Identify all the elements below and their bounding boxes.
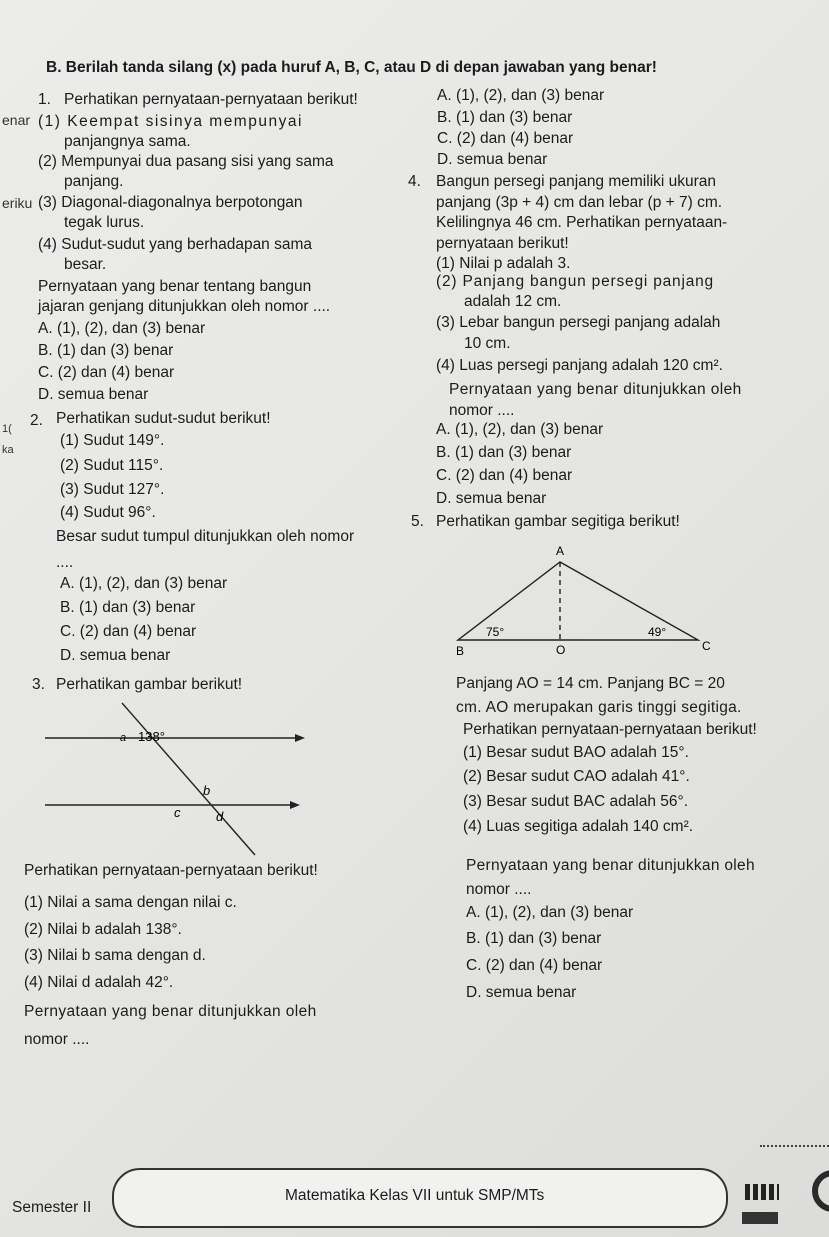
- q4-line-1: Bangun persegi panjang memiliki ukuran: [436, 173, 717, 190]
- q3-number: 3.: [32, 676, 45, 693]
- q2-prompt: Perhatikan sudut-sudut berikut!: [56, 410, 271, 427]
- q5-statement-1: (1) Besar sudut BAO adalah 15°.: [463, 744, 689, 761]
- q5-option-b[interactable]: B. (1) dan (3) benar: [466, 930, 602, 947]
- margin-fragment: 1(: [2, 423, 12, 435]
- q4-statement-3: (3) Lebar bangun persegi panjang adalah: [436, 314, 721, 331]
- q1-statement-1-cont: panjangnya sama.: [64, 133, 191, 150]
- q4-option-b[interactable]: B. (1) dan (3) benar: [436, 444, 572, 461]
- q2-option-d[interactable]: D. semua benar: [60, 647, 171, 664]
- q5-line-2: cm. AO merupakan garis tinggi segitiga.: [456, 699, 742, 716]
- angle-label-c: c: [174, 805, 181, 820]
- q4-question: Pernyataan yang benar ditunjukkan oleh: [449, 381, 742, 398]
- footer-barcode-icon: [745, 1184, 779, 1200]
- q3-question: Pernyataan yang benar ditunjukkan oleh: [24, 1003, 317, 1020]
- q4-number: 4.: [408, 173, 421, 190]
- q2-angle-3: (3) Sudut 127°.: [60, 481, 165, 498]
- q1-option-b[interactable]: B. (1) dan (3) benar: [38, 342, 174, 359]
- q5-line-3: Perhatikan pernyataan-pernyataan berikut!: [463, 721, 757, 738]
- q1-statement-3: (3) Diagonal-diagonalnya berpotongan: [38, 194, 303, 211]
- vertex-label-c: C: [702, 639, 711, 653]
- angle-label-d: d: [216, 809, 224, 824]
- q1-answer-a[interactable]: A. (1), (2), dan (3) benar: [437, 87, 605, 104]
- angle-label-138: 138°: [138, 729, 165, 744]
- q1-question-cont: jajaran genjang ditunjukkan oleh nomor ....: [38, 298, 331, 315]
- q2-question: Besar sudut tumpul ditunjukkan oleh nomor: [56, 528, 355, 545]
- q2-option-a[interactable]: A. (1), (2), dan (3) benar: [60, 575, 228, 592]
- q4-line-4: pernyataan berikut!: [436, 235, 569, 252]
- angle-label-75: 75°: [486, 625, 505, 639]
- angle-label-b: b: [203, 783, 211, 798]
- q4-option-d[interactable]: D. semua benar: [436, 490, 547, 507]
- q1-answer-c[interactable]: C. (2) dan (4) benar: [437, 130, 574, 147]
- q5-question-cont: nomor ....: [466, 881, 532, 898]
- q4-statement-1: (1) Nilai p adalah 3.: [436, 255, 571, 272]
- q1-statement-3-cont: tegak lurus.: [64, 214, 145, 231]
- q4-statement-3-cont: 10 cm.: [464, 335, 511, 352]
- q4-option-c[interactable]: C. (2) dan (4) benar: [436, 467, 573, 484]
- footer-circle-icon: [812, 1170, 829, 1212]
- q5-prompt: Perhatikan gambar segitiga berikut!: [436, 513, 680, 530]
- q3-statement-2: (2) Nilai b adalah 138°.: [24, 921, 182, 938]
- margin-fragment: ka: [2, 444, 14, 456]
- section-header: B. Berilah tanda silang (x) pada huruf A, B, C, atau D di depan jawaban yang benar!: [46, 59, 657, 76]
- q1-number: 1.: [38, 91, 51, 108]
- q1-answer-b[interactable]: B. (1) dan (3) benar: [437, 109, 573, 126]
- q5-option-d[interactable]: D. semua benar: [466, 984, 577, 1001]
- margin-fragment: enar: [2, 112, 31, 128]
- q2-angle-4: (4) Sudut 96°.: [60, 504, 156, 521]
- parallel-lines-figure: [40, 695, 310, 865]
- q1-statement-4: (4) Sudut-sudut yang berhadapan sama: [38, 236, 313, 253]
- q5-number: 5.: [411, 513, 424, 530]
- angle-label-49: 49°: [648, 625, 667, 639]
- point-label-o: O: [556, 643, 566, 657]
- footer-semester: Semester II: [12, 1199, 92, 1216]
- footer-block-decoration: [742, 1212, 778, 1224]
- q1-statement-4-cont: besar.: [64, 256, 107, 273]
- q5-statement-2: (2) Besar sudut CAO adalah 41°.: [463, 768, 690, 785]
- triangle-figure: [450, 540, 720, 665]
- q2-angle-1: (1) Sudut 149°.: [60, 432, 165, 449]
- q3-intro: Perhatikan pernyataan-pernyataan berikut!: [24, 862, 318, 879]
- footer-title: Matematika Kelas VII untuk SMP/MTs: [285, 1187, 545, 1204]
- q1-option-a[interactable]: A. (1), (2), dan (3) benar: [38, 320, 206, 337]
- q5-option-c[interactable]: C. (2) dan (4) benar: [466, 957, 603, 974]
- q4-question-cont: nomor ....: [449, 402, 515, 419]
- q2-angle-2: (2) Sudut 115°.: [60, 457, 164, 474]
- arrow-head-icon: [295, 734, 305, 742]
- q2-question-cont: ....: [56, 554, 74, 571]
- q5-statement-4: (4) Luas segitiga adalah 140 cm².: [463, 818, 694, 835]
- q5-option-a[interactable]: A. (1), (2), dan (3) benar: [466, 904, 634, 921]
- q1-statement-1: (1) Keempat sisinya mempunyai: [38, 113, 303, 130]
- q4-option-a[interactable]: A. (1), (2), dan (3) benar: [436, 421, 604, 438]
- q4-statement-2-cont: adalah 12 cm.: [464, 293, 562, 310]
- vertex-label-b: B: [456, 644, 465, 658]
- q1-question: Pernyataan yang benar tentang bangun: [38, 278, 312, 295]
- q2-option-c[interactable]: C. (2) dan (4) benar: [60, 623, 197, 640]
- q5-statement-3: (3) Besar sudut BAC adalah 56°.: [463, 793, 689, 810]
- q5-line-1: Panjang AO = 14 cm. Panjang BC = 20: [456, 675, 725, 692]
- q1-option-d[interactable]: D. semua benar: [38, 386, 149, 403]
- transversal-line: [122, 703, 255, 855]
- q2-option-b[interactable]: B. (1) dan (3) benar: [60, 599, 196, 616]
- q4-line-2: panjang (3p + 4) cm dan lebar (p + 7) cm.: [436, 194, 723, 211]
- vertex-label-a: A: [556, 544, 565, 558]
- arrow-head-icon: [290, 801, 300, 809]
- q4-statement-4: (4) Luas persegi panjang adalah 120 cm².: [436, 357, 723, 374]
- footer-divider: [760, 1145, 829, 1147]
- q1-option-c[interactable]: C. (2) dan (4) benar: [38, 364, 175, 381]
- q1-answer-d[interactable]: D. semua benar: [437, 151, 548, 168]
- q1-statement-2: (2) Mempunyai dua pasang sisi yang sama: [38, 153, 334, 170]
- q3-statement-1: (1) Nilai a sama dengan nilai c.: [24, 894, 237, 911]
- q3-statement-3: (3) Nilai b sama dengan d.: [24, 947, 206, 964]
- q4-line-3: Kelilingnya 46 cm. Perhatikan pernyataan-: [436, 214, 728, 231]
- q3-question-cont: nomor ....: [24, 1031, 90, 1048]
- q3-statement-4: (4) Nilai d adalah 42°.: [24, 974, 174, 991]
- q3-prompt: Perhatikan gambar berikut!: [56, 676, 243, 693]
- q2-number: 2.: [30, 412, 43, 429]
- q1-prompt: Perhatikan pernyataan-pernyataan berikut!: [64, 91, 358, 108]
- q4-statement-2: (2) Panjang bangun persegi panjang: [436, 273, 714, 290]
- margin-fragment: eriku: [2, 195, 33, 211]
- q1-statement-2-cont: panjang.: [64, 173, 124, 190]
- angle-label-a: a: [120, 732, 127, 744]
- q5-question: Pernyataan yang benar ditunjukkan oleh: [466, 857, 755, 874]
